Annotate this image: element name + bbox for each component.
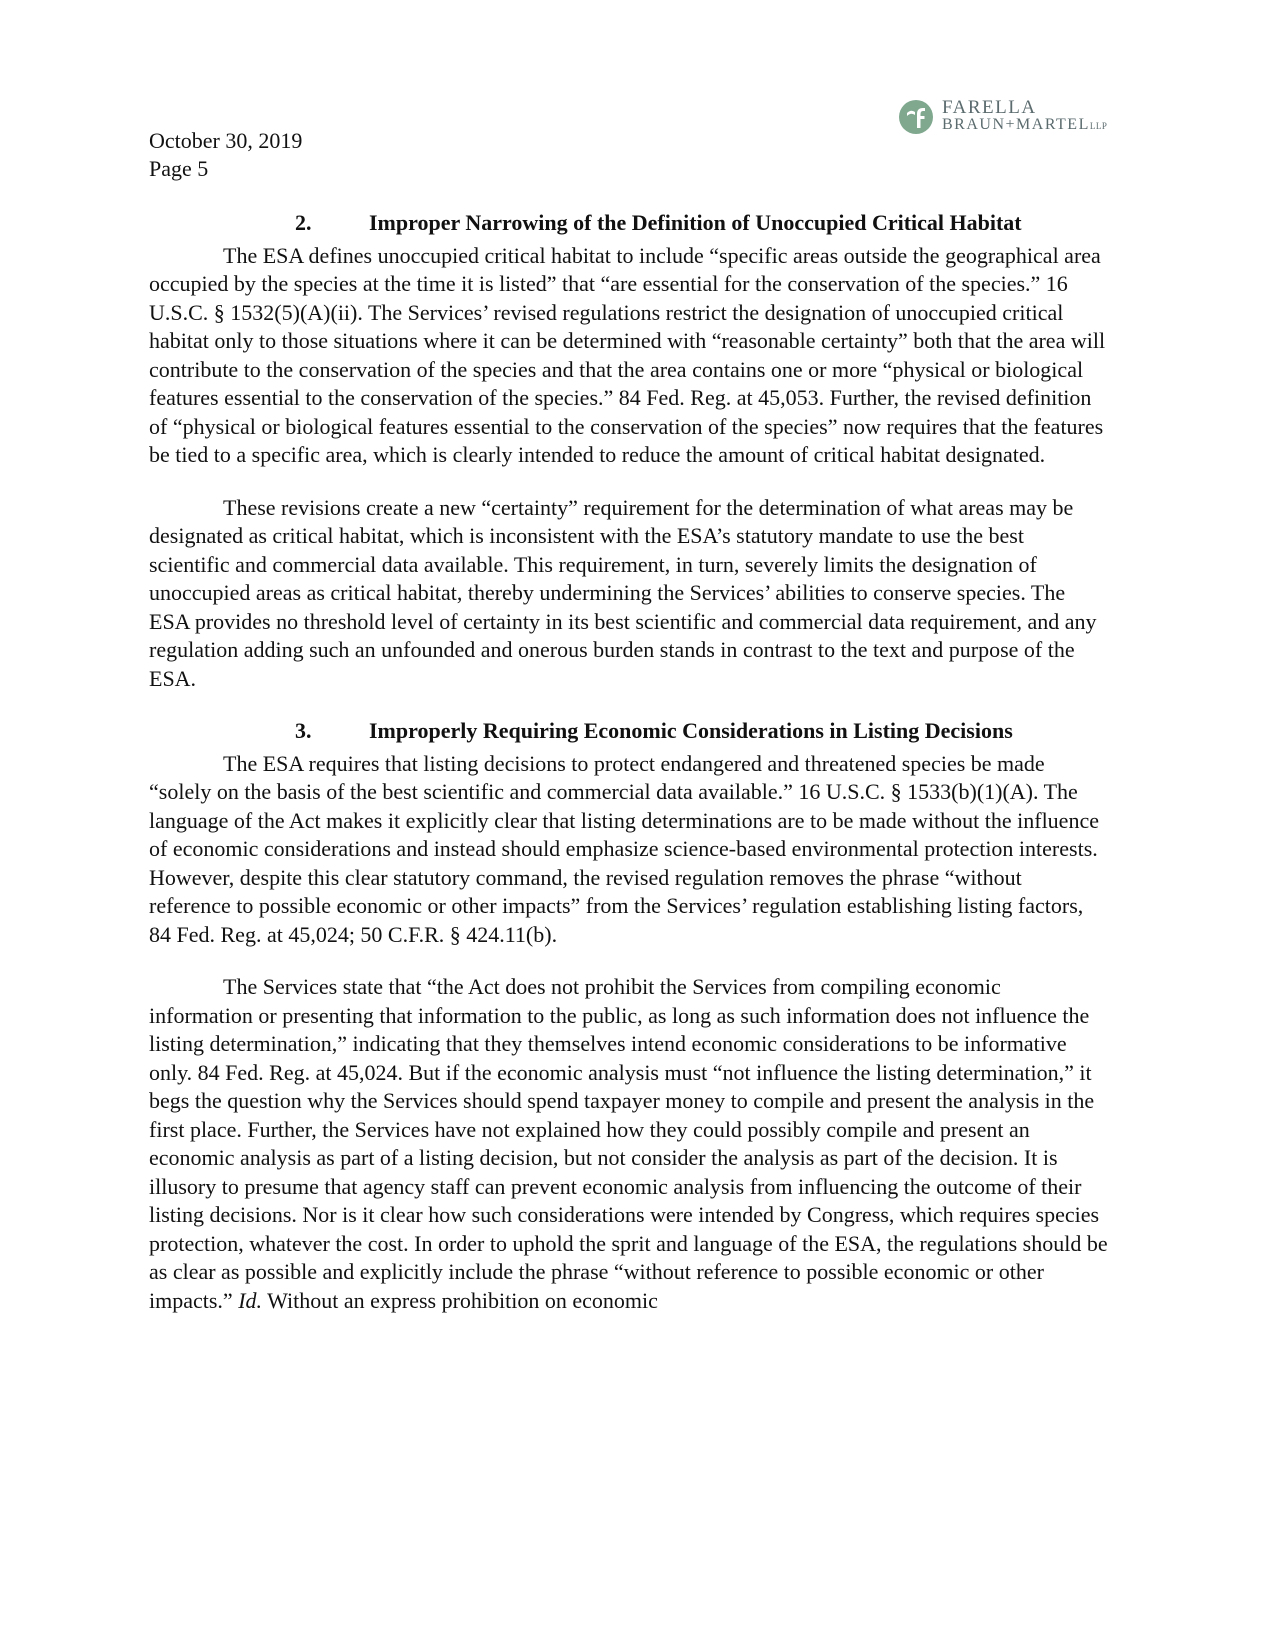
firm-name-line2 xyxy=(942,116,1107,134)
section-number: 3. xyxy=(295,718,312,743)
letter-date: October 30, 2019 xyxy=(149,128,303,153)
section-heading-2 xyxy=(149,209,1109,238)
firm-logo xyxy=(898,97,1138,139)
body-paragraph: The ESA requires that listing decisions to protect endangered and threatened species be made “solely on the basis of the best scientific and commercial data available.” 16 U.S.C. § 1533(b)(1)(A). The language of the Act makes it explicitly clear that listing determinations are to be made without the influence of economic considerations and instead should emphasize science-based environmental protection interests. However, despite this clear statutory command, the revised regulation removes the phrase “without reference to possible economic or other impacts” from the Services’ regulation establishing listing factors, 84 Fed. Reg. at 45,024; 50 C.F.R. § 424.11(b). xyxy=(149,750,1099,947)
firm-logo-mark-icon xyxy=(898,99,934,135)
body-paragraph: These revisions create a new “certainty” requirement for the determination of what areas may be designated as critical habitat, which is inconsistent with the ESA’s statutory mandate to use the best scientific and commercial data available. This requirement, in turn, severely limits the designation of unoccupied areas as critical habitat, thereby undermining the Services’ abilities to conserve species. The ESA provides no threshold level of certainty in its best scientific and commercial data requirement, and any regulation adding such an unfounded and onerous burden stands in contrast to the text and purpose of the ESA. xyxy=(149,494,1097,691)
section-number: 2. xyxy=(295,210,312,235)
section-heading-3 xyxy=(149,717,1109,746)
body-paragraph-text: The Services state that “the Act does not prohibit the Services from compiling economic information or presenting that information to the public, as long as such information does not influence the listing determination,” indicating that they themselves intend economic considerations to be informative only. 84 Fed. Reg. at 45,024. But if the economic analysis must “not influence the listing determination,” it begs the question why the Services should spend taxpayer money to compile and present the analysis in the first place. Further, the Services have not explained how they could possibly compile and present an economic analysis as part of a listing decision, but not consider the analysis as part of the decision. It is illusory to presume that agency staff can prevent economic analysis from influencing the outcome of their listing decisions. Nor is it clear how such considerations were intended by Congress, which requires species protection, whatever the cost. In order to uphold the sprit and language of the ESA, the regulations should be as clear as possible and explicitly include the phrase “without reference to possible economic or other impacts.” xyxy=(149,974,1108,1313)
body-paragraph xyxy=(149,973,1109,1315)
firm-suffix: LLP xyxy=(1089,121,1108,131)
section-title: Improperly Requiring Economic Considerations in Listing Decisions xyxy=(369,718,1013,743)
firm-name-line1: FARELLA xyxy=(942,97,1037,118)
citation-id: Id. xyxy=(238,1287,263,1313)
letter-body xyxy=(149,209,1109,1315)
firm-name-line2-text: BRAUN+MARTEL xyxy=(942,116,1090,133)
body-paragraph: The ESA defines unoccupied critical habitat to include “specific areas outside the geographical area occupied by the species at the time it is listed” that “are essential for the conservation of the species.” 16 U.S.C. § 1532(5)(A)(ii). The Services’ revised regulations restrict the designation of unoccupied critical habitat only to those situations where it can be determined with “reasonable certainty” both that the area will contribute to the conservation of the species and that the area contains one or more “physical or biological features essential to the conservation of the species.” 84 Fed. Reg. at 45,053. Further, the revised definition of “physical or biological features essential to the conservation of the species” now requires that the features be tied to a specific area, which is clearly intended to reduce the amount of critical habitat designated. xyxy=(149,242,1106,467)
letter-header xyxy=(149,127,302,183)
page-number: Page 5 xyxy=(149,156,209,181)
body-paragraph-tail: Without an express prohibition on economic xyxy=(262,1287,658,1313)
section-title: Improper Narrowing of the Definition of Unoccupied Critical Habitat xyxy=(369,210,1022,235)
